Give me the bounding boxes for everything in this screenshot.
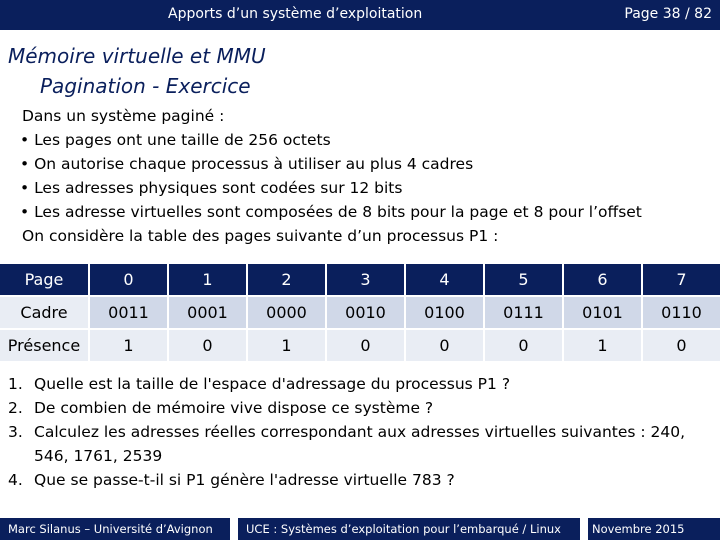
bullet-item: • Les adresse virtuelles sont composées de 8 bits pour la page et 8 pour l’offset [20, 203, 642, 221]
table-cell: 0 [641, 328, 720, 361]
footer-course: UCE : Systèmes d’exploitation pour l’embarqué / Linux [246, 522, 561, 536]
table-cell: 7 [641, 262, 720, 295]
footer-date: Novembre 2015 [592, 522, 685, 536]
question-item [8, 372, 708, 396]
question-number: 2. [8, 399, 23, 417]
question-number: 3. [8, 423, 23, 441]
footer-course-box [238, 518, 580, 540]
table-cell: 0 [404, 328, 483, 361]
question-text: Que se passe-t-il si P1 génère l'adresse virtuelle 783 ? [34, 471, 455, 489]
question-item [8, 468, 708, 492]
table-cell: 3 [325, 262, 404, 295]
footer-author-box [0, 518, 230, 540]
footer-author: Marc Silanus – Université d’Avignon [8, 522, 213, 536]
header-bar [0, 0, 720, 30]
question-text: Calculez les adresses réelles correspondant aux adresses virtuelles suivantes : 240, 546, 1761, 2539 [34, 423, 686, 465]
table-cell: 0010 [325, 295, 404, 328]
question-item [8, 396, 708, 420]
intro-last-line: On considère la table des pages suivante d’un processus P1 : [22, 227, 499, 245]
table-cell: 1 [167, 262, 246, 295]
bullet-item: • On autorise chaque processus à utiliser au plus 4 cadres [20, 155, 474, 173]
question-number: 4. [8, 471, 23, 489]
table-cell: 1 [88, 328, 167, 361]
table-cell: 0 [167, 328, 246, 361]
table-cell: 2 [246, 262, 325, 295]
question-text: Quelle est la taille de l'espace d'adressage du processus P1 ? [34, 375, 511, 393]
question-number: 1. [8, 375, 23, 393]
table-row-page [0, 262, 720, 295]
table-cell: 1 [562, 328, 641, 361]
question-text: De combien de mémoire vive dispose ce système ? [34, 399, 434, 417]
table-cell: 1 [246, 328, 325, 361]
row-label: Présence [0, 328, 88, 361]
header-title: Apports d’un système d’exploitation [168, 6, 423, 22]
slide-title: Mémoire virtuelle et MMU [8, 44, 266, 68]
intro-text [20, 104, 642, 248]
table-cell: 0111 [483, 295, 562, 328]
table-cell: 0001 [167, 295, 246, 328]
table-cell: 0 [88, 262, 167, 295]
footer-bar [0, 518, 720, 540]
question-list [8, 372, 708, 492]
bullet-item: • Les adresses physiques sont codées sur 12 bits [20, 179, 403, 197]
row-label: Page [0, 262, 88, 295]
slide-subtitle: Pagination - Exercice [40, 74, 251, 98]
table-cell: 0 [483, 328, 562, 361]
table-cell: 4 [404, 262, 483, 295]
table-cell: 0 [325, 328, 404, 361]
table-cell: 0101 [562, 295, 641, 328]
footer-date-box [588, 518, 720, 540]
page-table [0, 262, 720, 361]
question-item [8, 420, 708, 468]
bullet-item: • Les pages ont une taille de 256 octets [20, 131, 331, 149]
table-cell: 6 [562, 262, 641, 295]
table-cell: 0110 [641, 295, 720, 328]
table-cell: 5 [483, 262, 562, 295]
intro-first-line: Dans un système paginé : [22, 107, 225, 125]
row-label: Cadre [0, 295, 88, 328]
table-cell: 0000 [246, 295, 325, 328]
table-cell: 0100 [404, 295, 483, 328]
table-row-presence [0, 328, 720, 361]
table-row-cadre [0, 295, 720, 328]
page-number: Page 38 / 82 [624, 6, 712, 22]
table-cell: 0011 [88, 295, 167, 328]
